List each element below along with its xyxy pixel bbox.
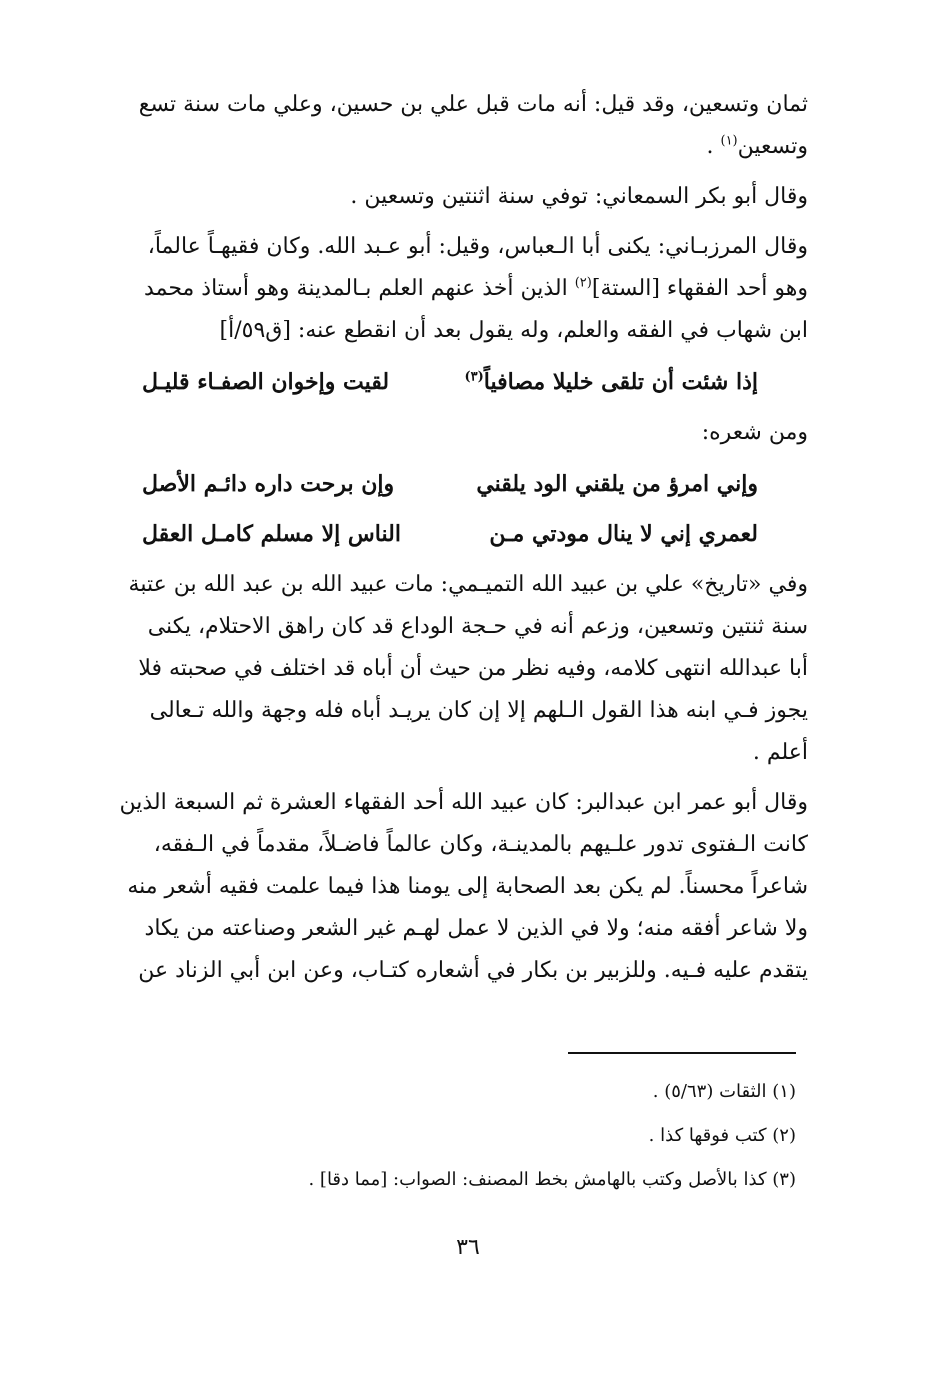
verse-line xyxy=(142,362,758,402)
verse-second-hemistich: وإن برحت داره دائـم الأصل xyxy=(142,471,395,497)
text-line: ولا شاعر أفقه منه؛ ولا في الذين لا عمل لهـم غير الشعر وصناعته من يكاد xyxy=(144,916,808,941)
text-line: وقال أبو عمر ابن عبدالبر: كان عبيد الله أحد الفقهاء العشرة ثم السبعة الذين xyxy=(119,790,808,815)
text-fragment: وتسعين xyxy=(737,134,808,159)
footnote: (٣) كذا بالأصل وكتب بالهامش بخط المصنف: الصواب: [مما دقا] . xyxy=(308,1169,796,1190)
verse-first-hemistich: وإني امرؤ من يلقني الود يلقني xyxy=(476,471,758,497)
text-line: كانت الـفتوى تدور علـيهم بالمدينـة، وكان عالماً فاضـلاً، مقدماً في الـفقه، xyxy=(153,832,808,857)
text-line xyxy=(92,126,808,168)
text-fragment: وهو أحد الفقهاء [الستة] xyxy=(591,276,808,301)
text-line: يتقدم عليه فـيه. وللزبير بن بكار في أشعاره كتـاب، وعن ابن أبي الزناد عن xyxy=(138,958,808,983)
verse-second-hemistich: لقيت وإخوان الصفـاء قليـل xyxy=(142,369,390,395)
paragraph-3 xyxy=(92,226,808,352)
verse-second-hemistich: الناس إلا مسلم كامـل العقل xyxy=(142,521,401,547)
text-line: ومن شعره: xyxy=(701,420,808,445)
verse-text: إذا شئت أن تلقى خليلا مصافياً xyxy=(483,369,758,395)
text-line: أبا عبدالله انتهى كلامه، وفيه نظر من حيث أن أباه قد اختلف في صحبته فلا xyxy=(138,656,808,681)
footnote-ref[interactable]: (١) xyxy=(720,133,738,149)
text-line: أعلم . xyxy=(752,740,808,765)
text-line xyxy=(92,268,808,310)
paragraph-5 xyxy=(92,564,808,774)
footnotes xyxy=(160,1070,796,1202)
text-line: شاعراً محسناً. لم يكن بعد الصحابة إلى يومنا هذا فيما علمت فقيه أشعر منه xyxy=(127,874,808,899)
text-fragment: الذين أخذ عنهم العلم بـالمدينة وهو أستاذ محمد xyxy=(144,276,575,301)
text-line: وقال أبو بكر السمعاني: توفي سنة اثنتين وتسعين . xyxy=(350,184,808,209)
paragraph-6 xyxy=(92,782,808,992)
footnote: (١) الثقات (٥/٦٣) . xyxy=(652,1081,796,1102)
paragraph-4 xyxy=(92,412,808,454)
page-number: ٣٦ xyxy=(456,1235,480,1260)
text-line: يجوز فـي ابنه هذا القول الـلهم إلا إن كان يريـد أباه فله وجهة والله تـعالى xyxy=(149,698,808,723)
page-body xyxy=(92,84,808,1000)
footnote-ref[interactable]: (٣) xyxy=(464,369,484,385)
text-line: سنة ثنتين وتسعين، وزعم أنه في حـجة الوداع قد كان راهق الاحتلام، يكنى xyxy=(147,614,808,639)
verse-first-hemistich xyxy=(458,362,758,402)
footnote-divider xyxy=(568,1052,796,1054)
text-line: ثمان وتسعين، وقد قيل: أنه مات قبل علي بن حسين، وعلي مات سنة تسع xyxy=(138,92,808,117)
footnote: (٢) كتب فوقها كذا . xyxy=(648,1125,796,1146)
paragraph-2 xyxy=(92,176,808,218)
text-line: وقال المرزبـاني: يكنى أبا الـعباس، وقيل: أبو عـبد الله. وكان فقيهـاً عالماً، xyxy=(147,234,808,259)
verse-first-hemistich: لعمري إني لا ينال مودتي مـن xyxy=(489,521,758,547)
paragraph-1 xyxy=(92,84,808,168)
footnote-ref[interactable]: (٢) xyxy=(574,275,592,291)
text-line: ابن شهاب في الفقه والعلم، وله يقول بعد أن انقطع عنه: [ق٥٩/أ] xyxy=(219,318,808,343)
text-line: وفي «تاريخ» علي بن عبيد الله التميـمي: مات عبيد الله بن عبد الله بن عتبة xyxy=(128,572,808,597)
verse-line xyxy=(142,464,758,504)
verse-line xyxy=(142,514,758,554)
text-fragment: . xyxy=(706,134,721,159)
